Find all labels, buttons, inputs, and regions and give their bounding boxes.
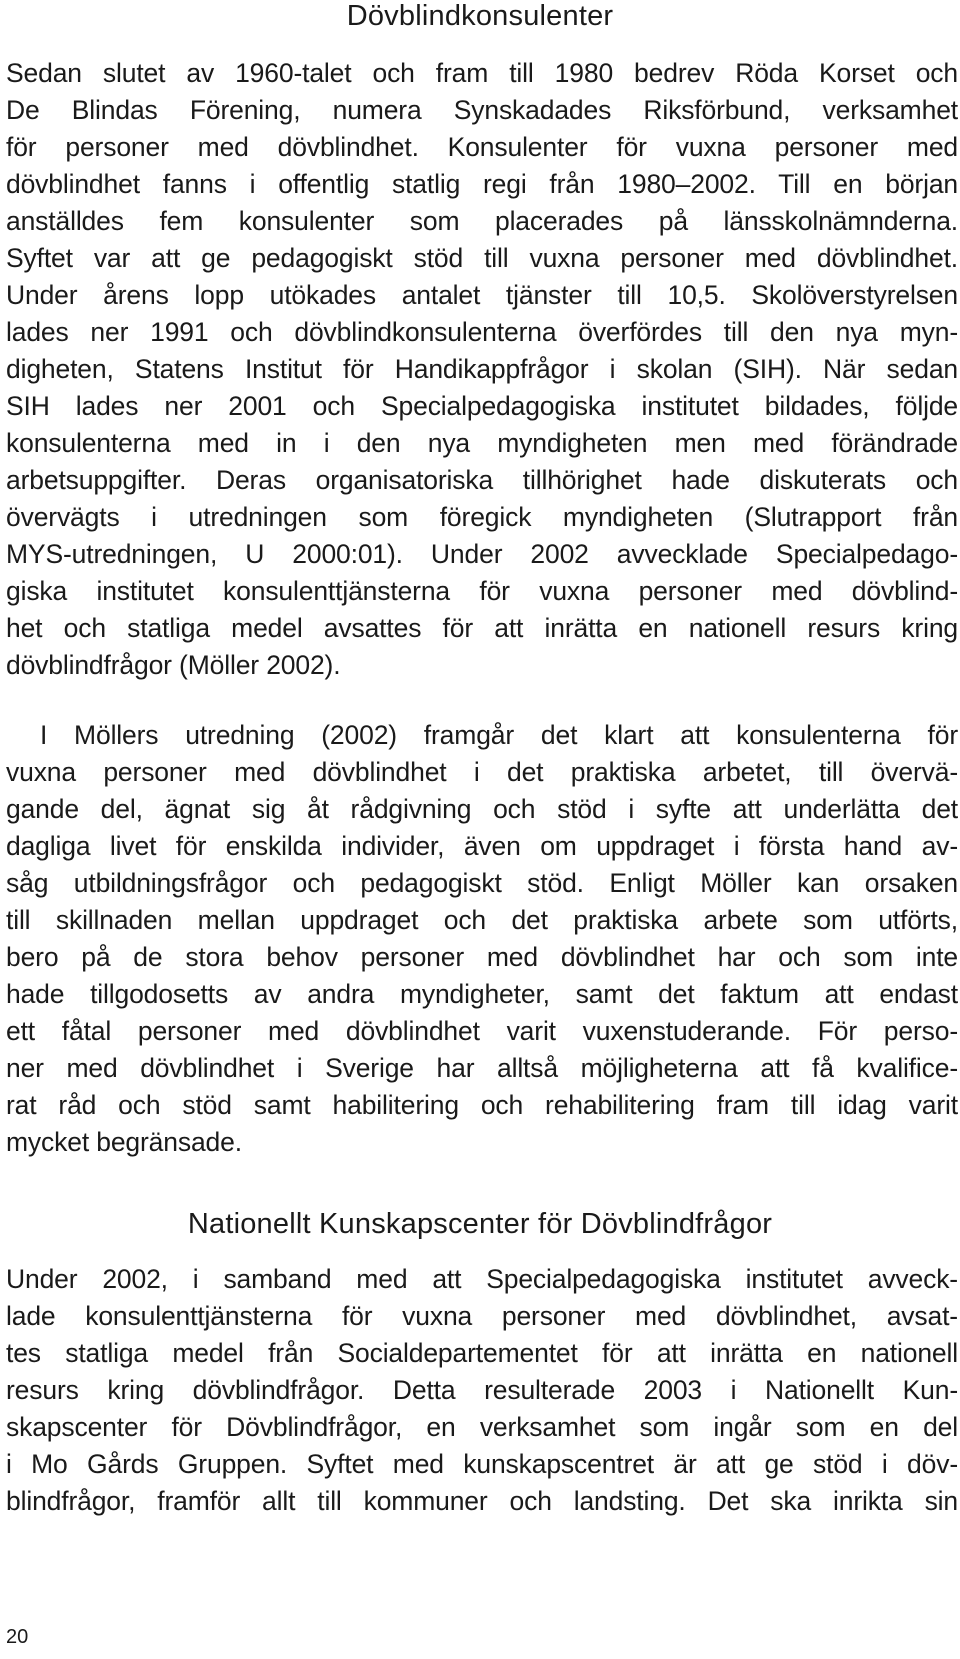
text-line: konsulenterna med in i den nya myndigheten men med förändrade	[6, 428, 958, 458]
text-line: bero på de stora behov personer med dövblindhet har och som inte	[6, 942, 958, 972]
text-line: blindfrågor, framför allt till kommuner och landsting. Det ska inrikta sin	[6, 1486, 958, 1516]
text-line: ner med dövblindhet i Sverige har alltså möjligheterna att få kvalifice-	[6, 1053, 958, 1083]
text-line: dövblindhet fanns i offentlig statlig regi från 1980–2002. Till en början	[6, 169, 958, 199]
text-line: dagliga livet för enskilda individer, även om uppdraget i första hand av-	[6, 831, 958, 861]
paragraph-1	[6, 55, 958, 684]
text-line: tes statliga medel från Socialdepartementet för att inrätta en nationell	[6, 1338, 958, 1368]
text-line: giska institutet konsulenttjänsterna för vuxna personer med dövblind-	[6, 576, 958, 606]
text-line: i Mo Gårds Gruppen. Syftet med kunskapscentret är att ge stöd i döv-	[6, 1449, 958, 1479]
text-line: skapscenter för Dövblindfrågor, en verksamhet som ingår som en del	[6, 1412, 958, 1442]
text-line: anställdes fem konsulenter som placerades på länsskolnämnderna.	[6, 206, 958, 236]
paragraph-3	[6, 1261, 958, 1520]
text-line: arbetsuppgifter. Deras organisatoriska tillhörighet hade diskuterats och	[6, 465, 958, 495]
text-line: såg utbildningsfrågor och pedagogiskt stöd. Enligt Möller kan orsaken	[6, 868, 958, 898]
text-line: Syftet var att ge pedagogiskt stöd till vuxna personer med dövblindhet.	[6, 243, 958, 273]
text-line: ett fåtal personer med dövblindhet varit vuxenstuderande. För perso-	[6, 1016, 958, 1046]
text-line: lades ner 1991 och dövblindkonsulenterna överfördes till den nya myn-	[6, 317, 958, 347]
text-line: dövblindfrågor (Möller 2002).	[6, 650, 341, 680]
text-line: I Möllers utredning (2002) framgår det klart att konsulenterna för	[40, 720, 958, 750]
text-line: De Blindas Förening, numera Synskadades Riksförbund, verksamhet	[6, 95, 958, 125]
text-line: MYS-utredningen, U 2000:01). Under 2002 avvecklade Specialpedago-	[6, 539, 958, 569]
text-line: för personer med dövblindhet. Konsulenter för vuxna personer med	[6, 132, 958, 162]
text-line: hade tillgodosetts av andra myndigheter, samt det faktum att endast	[6, 979, 958, 1009]
page-number: 20	[6, 1626, 29, 1648]
text-line: gande del, ägnat sig åt rådgivning och stöd i syfte att underlätta det	[6, 794, 958, 824]
text-line: digheten, Statens Institut för Handikappfrågor i skolan (SIH). När sedan	[6, 354, 958, 384]
text-line: Under årens lopp utökades antalet tjänster till 10,5. Skolöverstyrelsen	[6, 280, 958, 310]
text-line: mycket begränsade.	[6, 1127, 242, 1157]
text-line: Under 2002, i samband med att Specialpedagogiska institutet avveck-	[6, 1264, 958, 1294]
text-line: Sedan slutet av 1960-talet och fram till 1980 bedrev Röda Korset och	[6, 58, 958, 88]
text-line: vuxna personer med dövblindhet i det praktiska arbetet, till övervä-	[6, 757, 958, 787]
text-line: het och statliga medel avsattes för att inrätta en nationell resurs kring	[6, 613, 958, 643]
paragraph-2	[6, 717, 958, 1161]
text-line: till skillnaden mellan uppdraget och det praktiska arbete som utförts,	[6, 905, 958, 935]
text-line: resurs kring dövblindfrågor. Detta resulterade 2003 i Nationellt Kun-	[6, 1375, 958, 1405]
text-line: lade konsulenttjänsterna för vuxna personer med dövblindhet, avsat-	[6, 1301, 958, 1331]
text-line: rat råd och stöd samt habilitering och rehabilitering fram till idag varit	[6, 1090, 958, 1120]
text-line: SIH lades ner 2001 och Specialpedagogiska institutet bildades, följde	[6, 391, 958, 421]
section-heading-dovblindkonsulenter: Dövblindkonsulenter	[346, 0, 614, 32]
text-line: övervägts i utredningen som föregick myndigheten (Slutrapport från	[6, 502, 958, 532]
section-heading-nationellt-kunskapscenter: Nationellt Kunskapscenter för Dövblindfrågor	[187, 1208, 773, 1240]
